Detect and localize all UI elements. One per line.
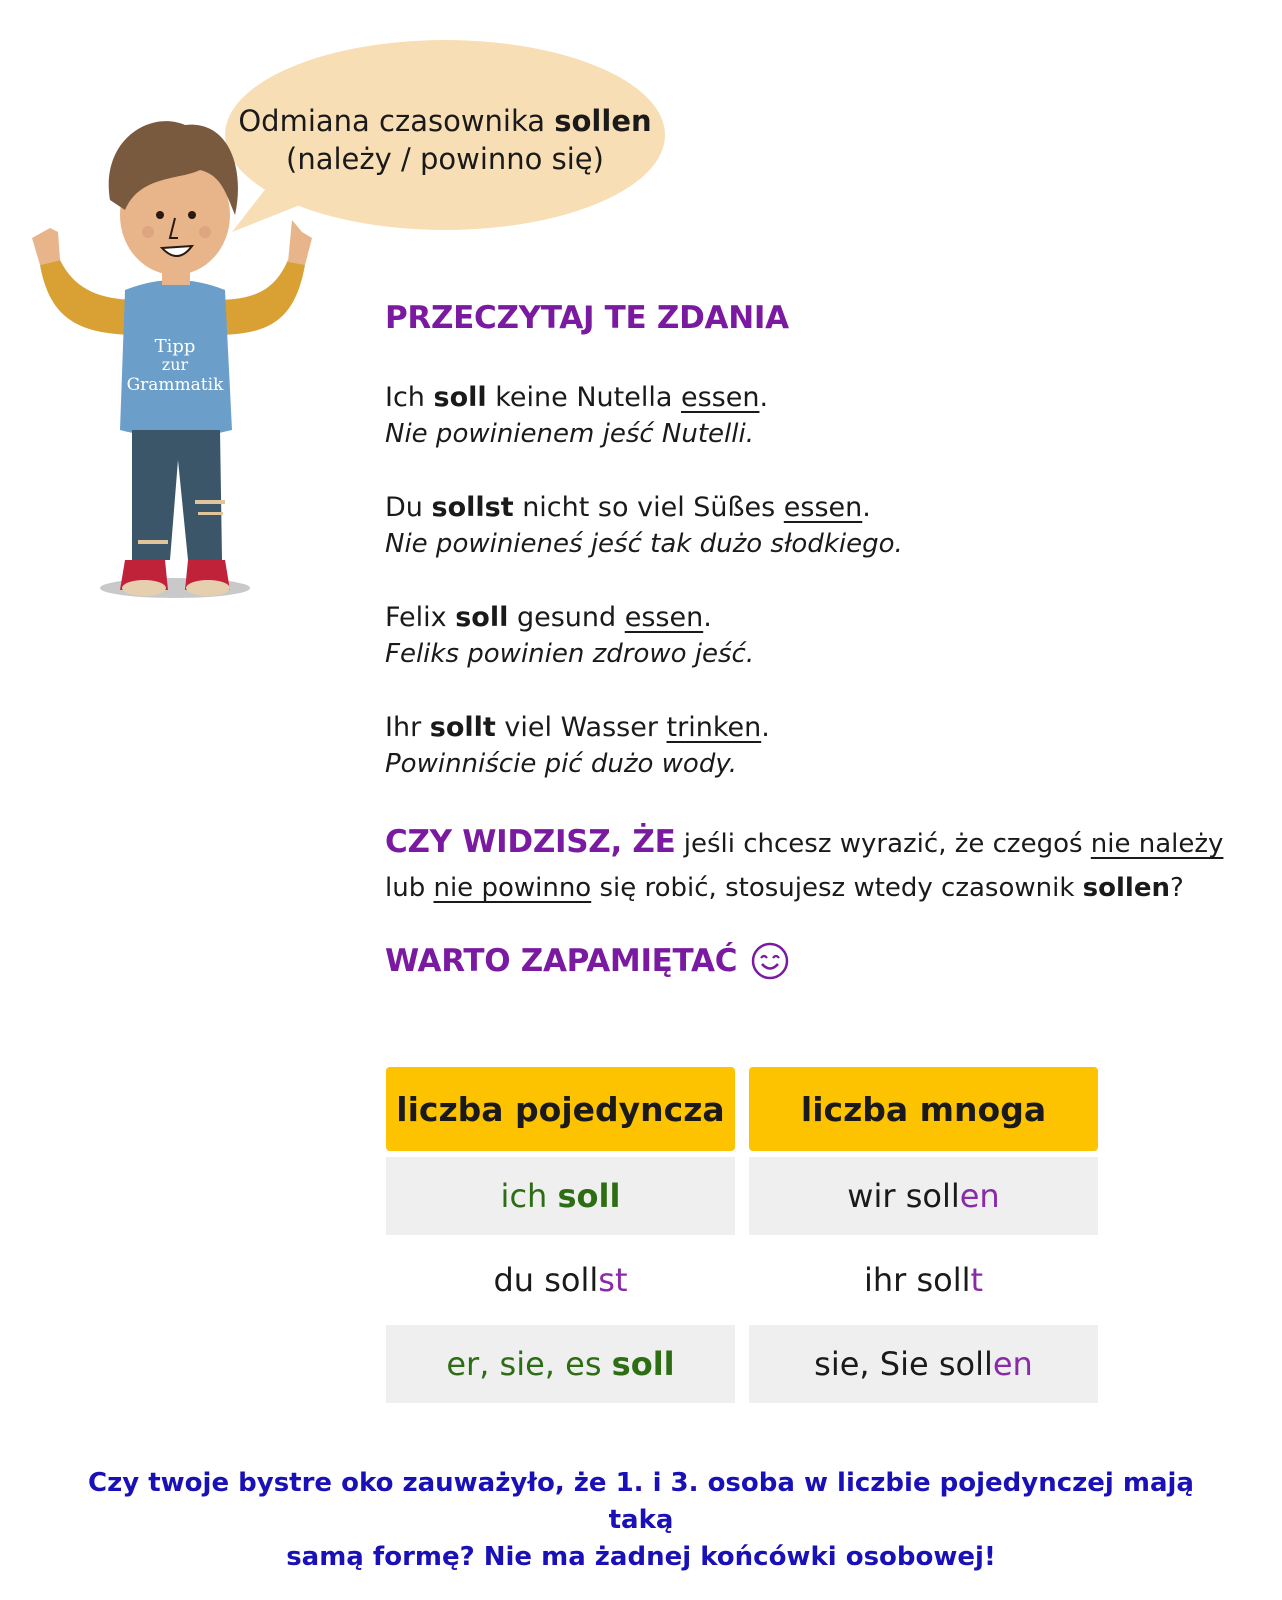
section-heading-read: PRZECZYTAJ TE ZDANIA [385,300,789,336]
sentence-polish: Nie powinieneś jeść tak dużo słodkiego. [385,529,903,559]
section-heading-remember [385,942,789,980]
table-row [386,1241,1099,1319]
sentence-german: Ich soll keine Nutella essen. [385,382,769,413]
bubble-title: Odmiana czasownika [238,104,555,138]
sentence-german: Felix soll gesund essen. [385,602,712,633]
table-header-row [386,1067,1099,1151]
sentence-item [385,710,1205,782]
cell-er-sie-es: er, sie, es soll [386,1325,735,1403]
table-row [386,1157,1099,1235]
sentence-polish: Powinniście pić dużo wody. [385,749,737,779]
footer-note [80,1465,1202,1576]
sentence-polish: Feliks powinien zdrowo jeść. [385,639,755,669]
svg-text:Grammatik: Grammatik [126,375,224,395]
cell-wir: wir soll en [749,1157,1098,1235]
header-singular: liczba pojedyncza [386,1067,735,1151]
sentence-item [385,380,1205,452]
sentence-german: Ihr sollt viel Wasser trinken. [385,712,770,743]
header-plural: liczba mnoga [749,1067,1098,1151]
conjugation-table [386,1067,1099,1409]
sentence-item [385,600,1205,672]
cell-ich: ich soll [386,1157,735,1235]
bubble-translation: (należy / powinno się) [286,142,604,176]
cell-ihr: ihr soll t [863,1261,984,1299]
svg-text:zur: zur [161,355,189,374]
footer-line-2: samą formę? Nie ma żadnej końcówki osobowej! [286,1542,996,1572]
table-row [386,1325,1099,1403]
bubble-verb: sollen [554,104,652,138]
observation-heading: CZY WIDZISZ, ŻE [385,824,676,860]
sentence-polish: Nie powinienem jeść Nutelli. [385,419,754,449]
example-sentences [385,380,1205,820]
sentence-german: Du sollst nicht so viel Süßes essen. [385,492,871,523]
sentence-item [385,490,1205,562]
section-heading-text: WARTO ZAPAMIĘTAĆ [385,943,738,979]
smiley-icon [751,942,789,980]
footer-line-1: Czy twoje bystre oko zauważyło, że 1. i 3. osoba w liczbie pojedynczej mają taką [88,1468,1194,1535]
svg-text:Tipp: Tipp [154,336,196,357]
cell-sie-Sie: sie, Sie soll en [749,1325,1098,1403]
observation-paragraph: CZY WIDZISZ, ŻE jeśli chcesz wyrazić, że czegoś nie należy lub nie powinno się robić, stosujesz wtedy czasownik sollen? [385,824,1224,903]
character-illustration [20,120,340,620]
cell-du: du soll st [493,1261,628,1299]
